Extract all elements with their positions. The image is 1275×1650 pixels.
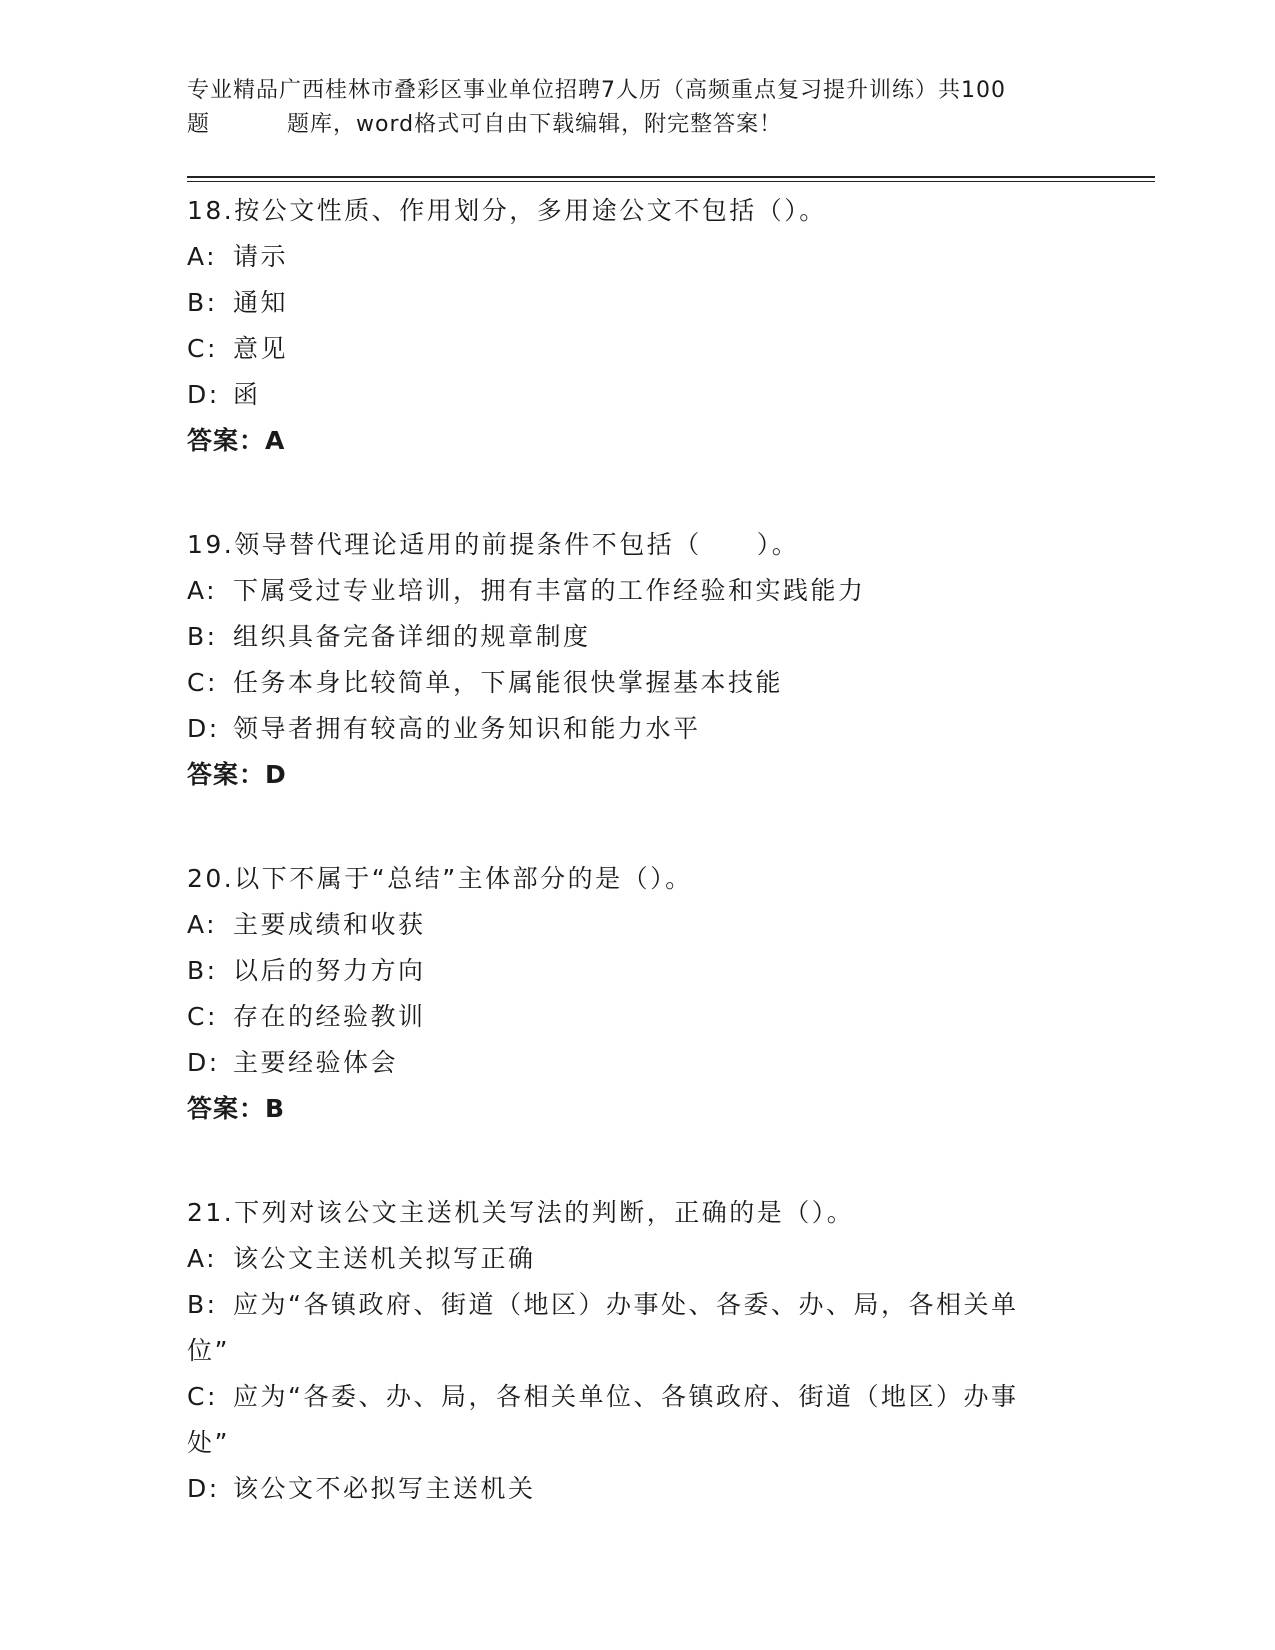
option-d xyxy=(187,706,1087,752)
option-text: 函 xyxy=(233,380,261,409)
option-text: 应为“各委、办、局，各相关单位、各镇政府、街道（地区）办事处” xyxy=(187,1382,1019,1457)
option-c xyxy=(187,1374,1047,1466)
option-text: 该公文主送机关拟写正确 xyxy=(233,1244,536,1273)
option-text: 通知 xyxy=(233,288,289,317)
option-text: 存在的经验教训 xyxy=(233,1002,426,1031)
answer-text: 答案：A xyxy=(187,426,286,455)
question-stem: 18.按公文性质、作用划分，多用途公文不包括（）。 xyxy=(187,196,827,225)
header-line-2 xyxy=(187,108,1087,142)
option-text: 主要经验体会 xyxy=(233,1048,399,1077)
option-key: C: xyxy=(187,1382,218,1411)
option-text: 主要成绩和收获 xyxy=(233,910,426,939)
question-19 xyxy=(187,522,1087,798)
document-header xyxy=(187,74,1087,142)
option-key: D: xyxy=(187,1048,220,1077)
option-key: B: xyxy=(187,956,218,985)
option-key: B: xyxy=(187,1290,218,1319)
option-a xyxy=(187,568,1087,614)
option-key: D: xyxy=(187,380,220,409)
question-stem: 19.领导替代理论适用的前提条件不包括（ ）。 xyxy=(187,530,800,559)
option-text: 意见 xyxy=(233,334,289,363)
question-stem: 21.下列对该公文主送机关写法的判断，正确的是（）。 xyxy=(187,1198,855,1227)
header-divider-thick xyxy=(187,176,1155,178)
option-a xyxy=(187,1236,1087,1282)
header-line-2-left: 题 xyxy=(187,112,211,137)
option-text: 任务本身比较简单，下属能很快掌握基本技能 xyxy=(233,668,784,697)
question-stem: 20.以下不属于“总结”主体部分的是（）。 xyxy=(187,864,693,893)
option-b xyxy=(187,614,1087,660)
option-a xyxy=(187,234,1087,280)
header-line-1: 专业精品广西桂林市叠彩区事业单位招聘7人历（高频重点复习提升训练）共100 xyxy=(187,78,1006,103)
option-b xyxy=(187,948,1087,994)
option-key: C: xyxy=(187,668,218,697)
option-text: 领导者拥有较高的业务知识和能力水平 xyxy=(233,714,701,743)
option-c xyxy=(187,994,1087,1040)
header-line-2-right: 题库，word格式可自由下载编辑，附完整答案！ xyxy=(287,112,783,137)
question-18 xyxy=(187,188,1087,464)
option-key: C: xyxy=(187,1002,218,1031)
question-list xyxy=(187,188,1087,1570)
option-text: 组织具备完备详细的规章制度 xyxy=(233,622,591,651)
question-21 xyxy=(187,1190,1087,1512)
header-divider-thin xyxy=(187,181,1155,182)
option-d xyxy=(187,1466,1087,1512)
option-key: C: xyxy=(187,334,218,363)
option-text: 该公文不必拟写主送机关 xyxy=(233,1474,536,1503)
option-b xyxy=(187,280,1087,326)
option-key: D: xyxy=(187,714,220,743)
option-c xyxy=(187,660,1087,706)
option-text: 请示 xyxy=(233,242,289,271)
option-key: B: xyxy=(187,622,218,651)
answer-text: 答案：D xyxy=(187,760,287,789)
option-key: B: xyxy=(187,288,218,317)
option-key: A: xyxy=(187,1244,218,1273)
option-d xyxy=(187,372,1087,418)
option-key: A: xyxy=(187,576,218,605)
option-d xyxy=(187,1040,1087,1086)
option-b xyxy=(187,1282,1047,1374)
option-a xyxy=(187,902,1087,948)
option-key: D: xyxy=(187,1474,220,1503)
answer-text: 答案：B xyxy=(187,1094,286,1123)
question-20 xyxy=(187,856,1087,1132)
option-text: 下属受过专业培训，拥有丰富的工作经验和实践能力 xyxy=(233,576,866,605)
option-text: 应为“各镇政府、街道（地区）办事处、各委、办、局，各相关单位” xyxy=(187,1290,1019,1365)
option-key: A: xyxy=(187,910,218,939)
option-text: 以后的努力方向 xyxy=(233,956,426,985)
option-c xyxy=(187,326,1087,372)
option-key: A: xyxy=(187,242,218,271)
